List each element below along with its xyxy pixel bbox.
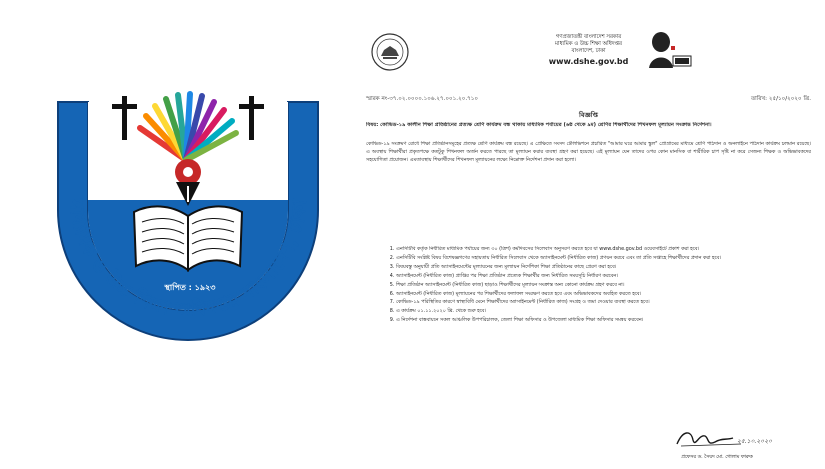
instruction-item: 1. এনসিটিবি কর্তৃক নির্ধারিত মাধ্যমিক পর্যায়ের জন্য ৩০ (ত্রিশ) কর্মদিবসের সিলেবাস অনুসরণ করতে হবে যা www.dshe.gov.bd ওয়েবসাইটে প্রকাশ করা হবে। (396, 246, 825, 254)
header-website: www.dshe.gov.bd (548, 56, 629, 66)
notice-title: বিজ্ঞপ্তি (579, 111, 598, 119)
notice-document (352, 0, 825, 465)
notice-subject: বিষয়: কোভিড-১৯ কালীন শিক্ষা প্রতিষ্ঠানের প্রত্যক্ষ শ্রেণি কার্যক্রম বন্ধ থাকায় মাধ্যমিক পর্যায়ের (৬ষ্ঠ থেকে ৯ম) শ্রেণির শিক্ষার্থীদের শিখনফল মূল্যায়ন সংক্রান্ত নির্দেশনা। (366, 122, 712, 128)
open-book-icon (134, 206, 242, 270)
emblem-established: স্থাপিত : ১৯২৩ (164, 283, 216, 292)
instruction-item: 3. বিষয়বস্তু অনুযায়ী প্রতি অ্যাসাইনমেন্টের মূল্যায়নের জন্য মূল্যায়ন নির্দেশিকা শিক্ষা প্রতিষ্ঠানের কাছে প্রেরণ করা হবে। (396, 264, 825, 272)
memo-date: তারিখ: ২৫/১০/২০২০ খ্রি. (750, 96, 811, 102)
instruction-item: 7. কোভিড-১৯ পরিস্থিতির কারণে স্বাস্থ্যবিধি মেনে শিক্ষার্থীদের অ্যাসাইনমেন্ট (নির্ধারিত কাজ) সংগ্রহ ও জমা দেওয়ার ব্যবস্থা করতে হবে। (396, 299, 825, 307)
emblem-ring-text: মাধ্যমিক ও উচ্চ শিক্ষা অধিদপ্তর বাংলাদেশ, ঢাকা (64, 198, 312, 322)
memo-number: স্মারক নং-৩৭.০২.০০০০.১০৬.২৭.০০১.২০.৭১০ (366, 96, 479, 102)
signer-name: প্রফেসর ড. সৈয়দ মো. গোলাম ফারুক (681, 455, 753, 460)
dshe-emblem (0, 0, 372, 465)
signature-icon (637, 424, 797, 454)
header-line-3: বাংলাদেশ, ঢাকা (571, 48, 606, 55)
dshe-emblem-graphic (0, 0, 372, 465)
instruction-list (382, 246, 825, 436)
instruction-item: 2. এনসিটিবি সংশ্লিষ্ট বিষয় বিশেষজ্ঞগণের সহায়তায় নির্ধারিত সিলেবাস থেকে অ্যাসাইনমেন্ট (নির্ধারিত কাজ) প্রণয়ন করবে এবং তা প্রতি সপ্তাহে শিক্ষার্থীদের প্রদান করা হবে। (396, 255, 825, 263)
header-line-2: মাধ্যমিক ও উচ্চ শিক্ষা অধিদপ্তর (555, 41, 622, 48)
signature-block (637, 424, 797, 464)
notice-body: কোভিড-১৯ সংক্রমণ রোধে শিক্ষা প্রতিষ্ঠানসমূহের প্রত্যক্ষ শ্রেণি কার্যক্রম বন্ধ রয়েছে। এ প্রেক্ষিতে সংসদ টেলিভিশনে প্রচারিত "আমার ঘরে আমার স্কুল" প্রোগ্রামের মাধ্যমে শ্রেণি পাঠদান ও অনলাইনে পাঠদান কার্যক্রম চলমান রয়েছে। এ অবস্থায় শিক্ষার্থীরা প্রকৃতপক্ষে কতটুকু শিখনফল অর্জন করতে পারছে তা মূল্যায়ন করার ব্যবস্থা গ্রহণ করা হয়েছে। এই মূল্যায়ন যেন তাদের ওপর কোন মানসিক বা শারীরিক চাপ সৃষ্টি না করে সেজন্য শিক্ষক ও অভিভাবকদের সহযোগিতা প্রয়োজন। এমতাবস্থায় শিক্ষার্থীদের শিখনফল মূল্যায়নের লক্ষ্যে নিম্নোক্ত নির্দেশনা প্রদান করা হলো। (366, 141, 811, 163)
mujib-borsho-logo-icon (645, 28, 693, 74)
document-header (352, 34, 825, 67)
instruction-item: 6. অ্যাসাইনমেন্ট (নির্ধারিত কাজ) মূল্যায়নের পর শিক্ষার্থীদের ফলাফল সংরক্ষণ করতে হবে এবং অভিভাবকদের অবহিত করতে হবে। (396, 291, 825, 299)
header-line-1: গণপ্রজাতন্ত্রী বাংলাদেশ সরকার (555, 34, 622, 40)
instruction-item: 5. শিক্ষা প্রতিষ্ঠান অ্যাসাইনমেন্ট (নির্ধারিত কাজ) ছাড়াও শিক্ষার্থীদের মূল্যায়ন সংক্রান্ত অন্য কোনো কার্যক্রম গ্রহণ করবে না। (396, 282, 825, 290)
signature-date: ২৫.১০.২০২০ (737, 438, 773, 445)
instruction-item: 8. এ কার্যক্রম ০১.১১.২০২০ খ্রি. থেকে শুরু হবে। (396, 308, 825, 316)
instruction-item: 9. এ নির্দেশনা বাস্তবায়নে সকল আঞ্চলিক উপপরিচালক, জেলা শিক্ষা অফিসার ও উপজেলা মাধ্যমিক শিক্ষা অফিসার সমন্বয় করবেন। (396, 317, 825, 325)
instruction-item: 4. অ্যাসাইনমেন্ট (নির্ধারিত কাজ) প্রাপ্তির পর শিক্ষা প্রতিষ্ঠান প্রত্যেক শিক্ষার্থীর জন্য নির্ধারিত সময়সূচি নির্ধারণ করবেন। (396, 273, 825, 281)
